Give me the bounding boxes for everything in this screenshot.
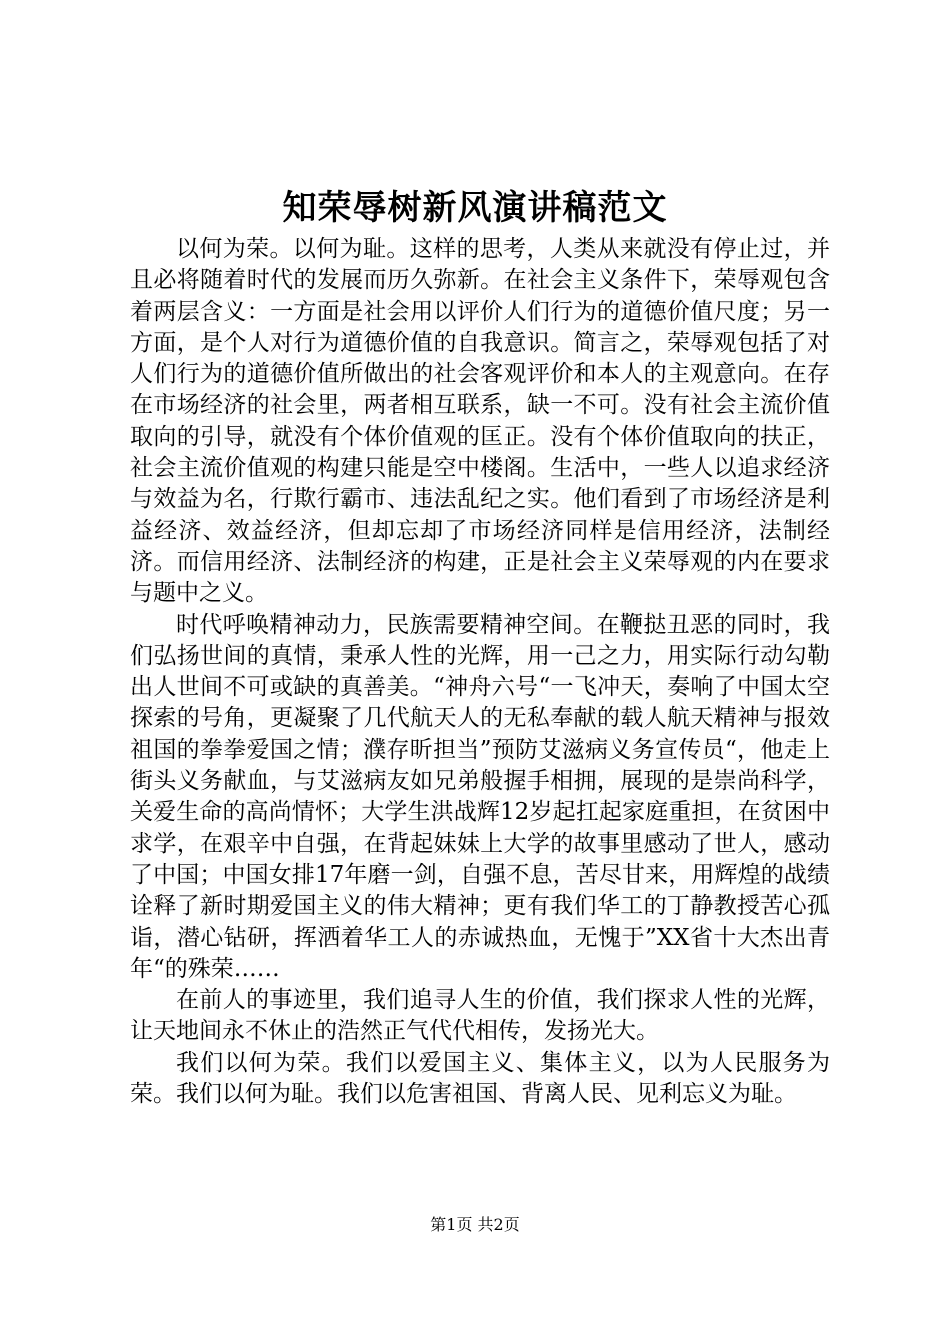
page-title: 知荣辱树新风演讲稿范文 (282, 188, 668, 228)
paragraph-3: 在前人的事迹里，我们追寻人生的价值，我们探求人性的光辉，让天地间永不休止的浩然正气代代相传，发扬光大。 (130, 987, 830, 1045)
page-number-footer: 第1页 共2页 (430, 1215, 520, 1234)
paragraph-4: 我们以何为荣。我们以爱国主义、集体主义，以为人民服务为荣。我们以何为耻。我们以危害祖国、背离人民、见利忘义为耻。 (130, 1049, 830, 1108)
document-body (130, 234, 830, 1110)
paragraph-1: 以何为荣。以何为耻。这样的思考，人类从来就没有停止过，并且必将随着时代的发展而历久弥新。在社会主义条件下，荣辱观包含着两层含义：一方面是社会用以评价人们行为的道德价值尺度；另一方面，是个人对行为道德价值的自我意识。简言之，荣辱观包括了对人们行为的道德价值所做出的社会客观评价和本人的主观意向。在存在市场经济的社会里，两者相互联系，缺一不可。没有社会主流价值取向的引导，就没有个体价值观的匡正。没有个体价值取向的扶正，社会主流价值观的构建只能是空中楼阁。生活中，一些人以追求经济与效益为名，行欺行霸市、违法乱纪之实。他们看到了市场经济是利益经济、效益经济，但却忘却了市场经济同样是信用经济，法制经济。而信用经济、法制经济的构建，正是社会主义荣辱观的内在要求与题中之义。 (130, 236, 830, 607)
paragraph-2: 时代呼唤精神动力，民族需要精神空间。在鞭挞丑恶的同时，我们弘扬世间的真情，秉承人性的光辉，用一己之力，用实际行动勾勒出人世间不可或缺的真善美。“神舟六号“一飞冲天，奏响了中国太空探索的号角，更凝聚了几代航天人的无私奉献的载人航天精神与报效祖国的拳拳爱国之情；濮存昕担当”预防艾滋病义务宣传员“，他走上街头义务献血，与艾滋病友如兄弟般握手相拥，展现的是崇尚科学，关爱生命的高尚情怀；大学生洪战辉12岁起扛起家庭重担，在贫困中求学，在艰辛中自强，在背起妹妹上大学的故事里感动了世人，感动了中国；中国女排17年磨一剑，自强不息，苦尽甘来，用辉煌的战绩诠释了新时期爱国主义的伟大精神；更有我们华工的丁静教授苦心孤诣，潜心钻研，挥洒着华工人的赤诚热血，无愧于”XX省十大杰出青年“的殊荣…… (130, 611, 830, 982)
